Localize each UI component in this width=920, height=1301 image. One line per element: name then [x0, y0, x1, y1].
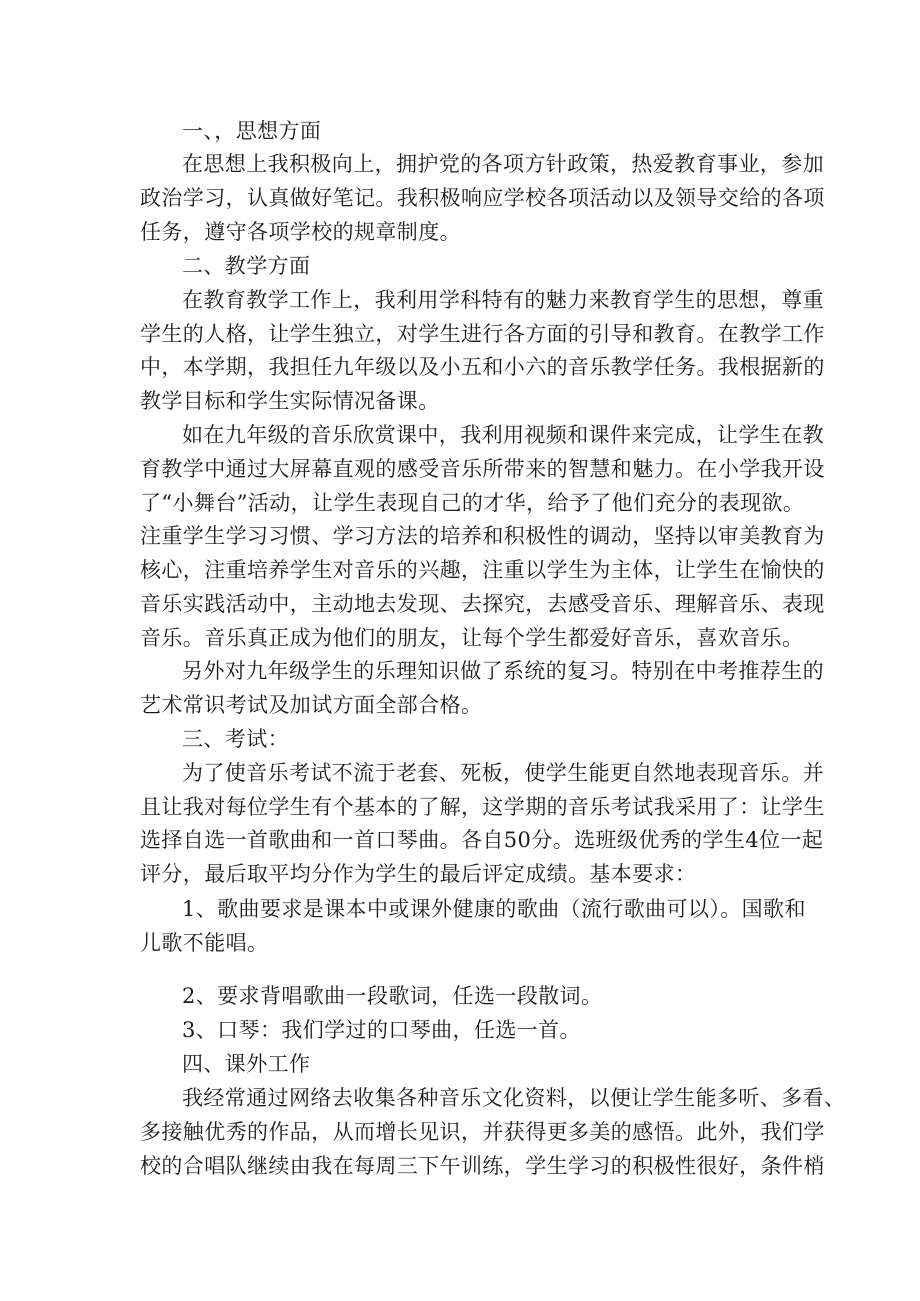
paragraph-line: 任务，遵守各项学校的规章制度。 — [140, 220, 461, 244]
paragraph-line: 音乐。音乐真正成为他们的朋友，让每个学生都爱好音乐，喜欢音乐。 — [140, 626, 804, 650]
paragraph-line: 另外对九年级学生的乐理知识做了系统的复习。特别在中考推荐生的 — [182, 659, 824, 683]
section-heading-thought: 一、，思想方面 — [182, 119, 322, 143]
paragraph-line: 音乐实践活动中，主动地去发现、去探究，去感受音乐、理解音乐、表现 — [140, 592, 825, 616]
paragraph-line: 选择自选一首歌曲和一首口琴曲。各自50分。选班级优秀的学生4位一起 — [140, 828, 824, 852]
paragraph-line: 多接触优秀的作品，从而增长见识，并获得更多美的感悟。此外，我们学 — [140, 1120, 825, 1144]
paragraph-line: 如在九年级的音乐欣赏课中，我利用视频和课件来完成，让学生在教 — [182, 423, 824, 447]
paragraph-line: 1、歌曲要求是课本中或课外健康的歌曲（流行歌曲可以）。国歌和 — [182, 897, 806, 921]
paragraph-line: 且让我对每位学生有个基本的了解，这学期的音乐考试我采用了：让学生 — [140, 795, 825, 819]
section-heading-extracurricular: 四、课外工作 — [182, 1052, 311, 1076]
section-heading-exam: 三、考试： — [182, 727, 289, 751]
paragraph-line: 3、口琴：我们学过的口琴曲，任选一首。 — [182, 1018, 581, 1042]
paragraph-line: 政治学习，认真做好笔记。我积极响应学校各项活动以及领导交给的各项 — [140, 186, 825, 210]
paragraph-line: 为了使音乐考试不流于老套、死板，使学生能更自然地表现音乐。并 — [182, 761, 824, 785]
paragraph-line: 校的合唱队继续由我在每周三下午训练，学生学习的积极性很好，条件梢 — [140, 1154, 825, 1178]
paragraph-line: 我经常通过网络去收集各种音乐文化资料，以便让学生能多听、多看、 — [182, 1086, 846, 1110]
paragraph-line: 在思想上我积极向上，拥护党的各项方针政策，热爱教育事业，参加 — [182, 152, 824, 176]
paragraph-line: 核心，注重培养学生对音乐的兴趣，注重以学生为主体，让学生在愉快的 — [140, 558, 825, 582]
paragraph-line: 2、要求背唱歌曲一段歌词，任选一段散词。 — [182, 984, 603, 1008]
section-heading-teaching: 二、教学方面 — [182, 254, 311, 278]
paragraph-line: 儿歌不能唱。 — [140, 931, 269, 955]
paragraph-line: 中，本学期，我担任九年级以及小五和小六的音乐教学任务。我根据新的 — [140, 355, 825, 379]
paragraph-line: 教学目标和学生实际情况备课。 — [140, 389, 440, 413]
paragraph-line: 在教育教学工作上，我利用学科特有的魅力来教育学生的思想，尊重 — [182, 288, 824, 312]
paragraph-line: 了“小舞台”活动，让学生表现自己的才华，给予了他们充分的表现欲。 — [140, 491, 805, 515]
paragraph-line: 注重学生学习习惯、学习方法的培养和积极性的调动，坚持以审美教育为 — [140, 524, 825, 548]
paragraph-line: 评分，最后取平均分作为学生的最后评定成绩。基本要求： — [140, 862, 697, 886]
paragraph-line: 艺术常识考试及加试方面全部合格。 — [140, 693, 483, 717]
paragraph-line: 学生的人格，让学生独立，对学生进行各方面的引导和教育。在教学工作 — [140, 322, 825, 346]
paragraph-line: 育教学中通过大屏幕直观的感受音乐所带来的智慧和魅力。在小学我开设 — [140, 457, 825, 481]
